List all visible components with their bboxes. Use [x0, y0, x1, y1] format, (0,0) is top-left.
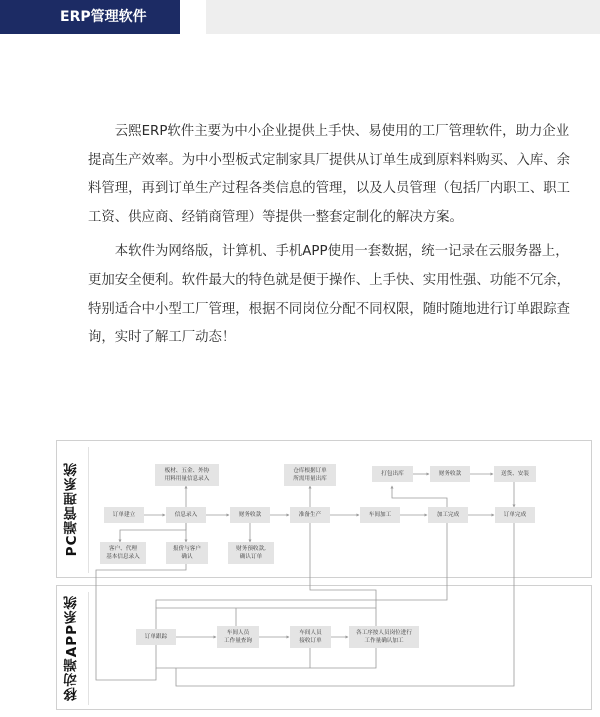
node-info-entry: 信息录入 — [166, 507, 206, 523]
node-order-create: 订单建立 — [104, 507, 144, 523]
node-staff-workload-query: 车间人员 工作量查询 — [217, 626, 259, 648]
app-system-title: 移动端APP系统 — [64, 594, 80, 701]
app-panel-divider — [88, 592, 89, 705]
node-finance-receipt: 财务收款 — [230, 507, 270, 523]
node-pack-out: 打包出库 — [372, 466, 413, 482]
node-quote: 报价与客户 确认 — [166, 542, 208, 564]
node-staff-accept-order: 车间人员 接收订单 — [290, 626, 331, 648]
node-order-done: 订单完成 — [495, 507, 535, 523]
node-warehouse-out: 仓库根据订单 所需用量出库 — [284, 464, 336, 486]
intro-text — [88, 118, 578, 359]
node-finance-receipt-2: 财务收款 — [430, 466, 470, 482]
workflow-diagram — [56, 440, 592, 710]
node-material-entry: 板材、五金、外协 用料用量信息录入 — [155, 464, 219, 486]
header-title: ERP管理软件 — [0, 0, 180, 34]
app-system-label — [57, 586, 87, 709]
intro-paragraph-1: 云熙ERP软件主要为中小企业提供上手快、易使用的工厂管理软件，助力企业提高生产效率。为中小型板式定制家具厂提供从订单生成到原料料购买、入库、余料管理，再到订单生产过程各类信息的管理，以及人员管理（包括厂内职工、职工工资、供应商、经销商管理）等提供一整套定制化的解决方案。 — [88, 124, 571, 225]
header-bar — [206, 0, 600, 34]
page-header — [0, 0, 600, 34]
node-order-track: 订单跟踪 — [136, 629, 176, 645]
node-prepare-production: 准备生产 — [290, 507, 330, 523]
node-delivery-install: 送货、安装 — [494, 466, 536, 482]
node-process-confirm: 各工序按人员岗位进行 工作量确认加工 — [349, 626, 419, 648]
pc-panel-divider — [88, 447, 89, 573]
node-customer-info: 客户、代理 基本信息录入 — [100, 542, 146, 564]
node-finance-confirm: 财务预收款, 确认订单 — [228, 542, 274, 564]
pc-system-label — [57, 441, 87, 577]
intro-paragraph-2: 本软件为网络版，计算机、手机APP使用一套数据，统一记录在云服务器上，更加安全便利。软件最大的特色就是便于操作、上手快、实用性强、功能不冗余，特别适合中小型工厂管理，根据不同岗位分配不同权限，随时随地进行订单跟踪查询，实时了解工厂动态！ — [88, 244, 571, 346]
node-process-done: 加工完成 — [428, 507, 468, 523]
pc-system-title: PC端管理系统 — [64, 461, 80, 557]
node-workshop-process: 车间加工 — [360, 507, 400, 523]
